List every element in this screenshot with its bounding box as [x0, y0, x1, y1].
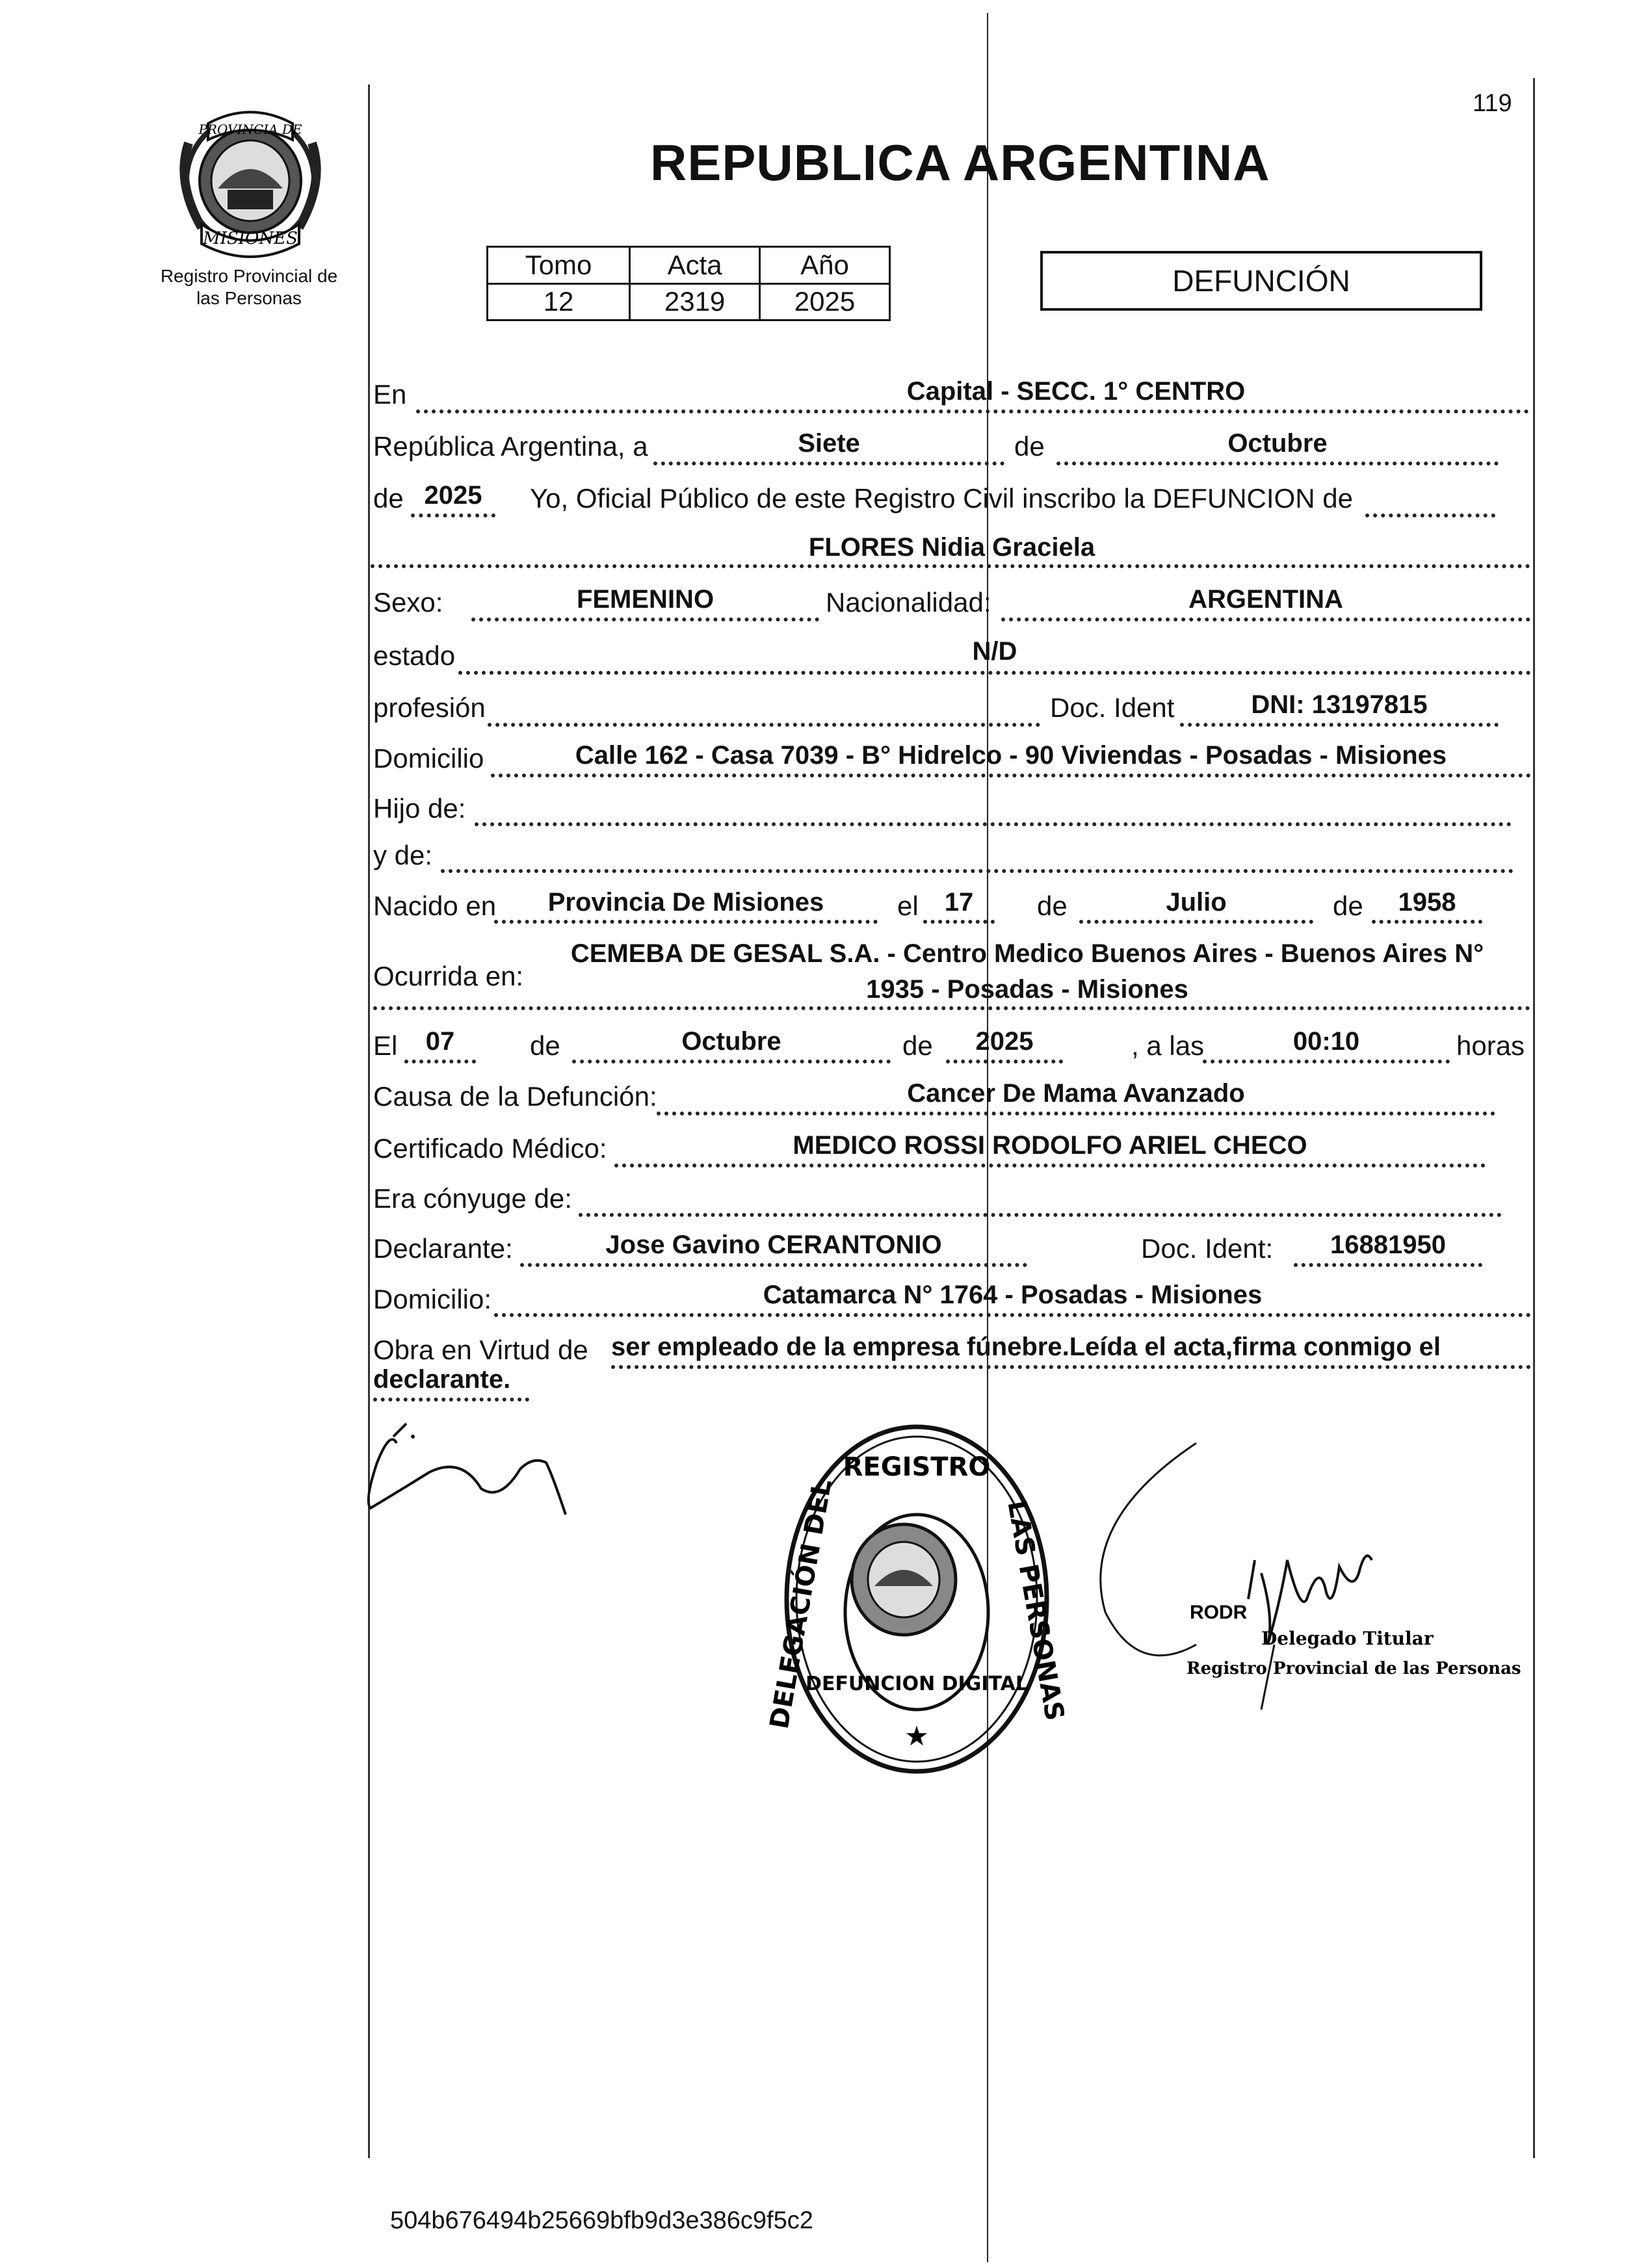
- nacido-dia-value: 17: [944, 888, 974, 917]
- label-estado: estado: [373, 640, 456, 671]
- label-hijo-de: Hijo de:: [373, 793, 466, 824]
- obra-line1: [611, 1365, 1531, 1369]
- doc-value: DNI: 13197815: [1251, 690, 1428, 719]
- def-dia-line: [404, 1060, 476, 1063]
- anio-acta-value: 2025: [424, 481, 482, 510]
- label-doc-ident2: Doc. Ident:: [1141, 1233, 1274, 1264]
- nacido-dia-line: [923, 920, 995, 924]
- official-name: RODR: [1190, 1602, 1248, 1623]
- profesion-line: [488, 723, 1040, 727]
- certificado-value: MEDICO ROSSI RODOLFO ARIEL CHECO: [793, 1131, 1307, 1160]
- label-y-de: y de:: [373, 840, 433, 870]
- label-ocurrida-en: Ocurrida en:: [373, 961, 524, 991]
- domicilio-line: [491, 774, 1531, 777]
- oficial-text: Yo, Oficial Público de este Registro Civil inscribo la DEFUNCION de: [530, 483, 1353, 514]
- def-anio-value: 2025: [975, 1027, 1034, 1056]
- label-certificado: Certificado Médico:: [373, 1133, 607, 1164]
- label-nacionalidad: Nacionalidad:: [826, 587, 991, 618]
- hijo-de-line: [475, 822, 1512, 826]
- label-de-1: de: [1014, 431, 1045, 462]
- country-title: REPUBLICA ARGENTINA: [650, 134, 1270, 191]
- registry-stamp: [764, 1417, 1070, 1781]
- doc-type: DEFUNCIÓN: [1172, 264, 1350, 298]
- official-title: Delegado Titular: [1261, 1628, 1434, 1649]
- ocurrida-line: [373, 1006, 1530, 1010]
- mes-acta-line: [1056, 462, 1499, 465]
- mes-acta-value: Octubre: [1227, 429, 1328, 458]
- svg-text:MISIONES: MISIONES: [203, 229, 298, 248]
- nacido-mes-line: [1079, 920, 1313, 924]
- certificado-line: [614, 1164, 1486, 1167]
- right-margin-line: [1533, 78, 1535, 2158]
- svg-text:REGISTRO: REGISTRO: [843, 1452, 991, 1482]
- ocurrida-line1-value: CEMEBA DE GESAL S.A. - Centro Medico Buenos Aires - Buenos Aires N°: [570, 939, 1484, 968]
- official-agency: Registro Provincial de las Personas: [1187, 1659, 1521, 1678]
- conyuge-line: [579, 1213, 1502, 1217]
- y-de-line: [441, 869, 1514, 873]
- sexo-value: FEMENINO: [576, 585, 715, 614]
- def-hora-value: 00:10: [1292, 1027, 1360, 1056]
- nacido-anio-line: [1372, 920, 1482, 924]
- label-horas: horas: [1456, 1030, 1525, 1061]
- doc-type-box: [1040, 251, 1482, 311]
- agency-label: Registro Provincial de las Personas: [160, 266, 338, 308]
- causa-line: [657, 1112, 1495, 1115]
- svg-text:DEFUNCION DIGITAL: DEFUNCION DIGITAL: [806, 1673, 1028, 1695]
- province-seal-icon: [163, 104, 338, 260]
- def-mes-value: Octubre: [681, 1027, 781, 1056]
- label-de-4: de: [1333, 891, 1363, 921]
- stamp-star: ★: [904, 1720, 929, 1752]
- label-domicilio2: Domicilio:: [373, 1284, 492, 1314]
- page-number: 119: [1473, 90, 1512, 117]
- lugar-value: Capital - SECC. 1° CENTRO: [906, 377, 1246, 406]
- declarante-line: [520, 1263, 1027, 1267]
- label-de-3: de: [1037, 891, 1068, 921]
- tomo-value: 12: [488, 283, 630, 320]
- declarante-value: Jose Gavino CERANTONIO: [605, 1231, 942, 1259]
- oficial-line: [1365, 514, 1495, 517]
- declarante-doc-line: [1294, 1263, 1482, 1267]
- label-republica: República Argentina, a: [373, 431, 648, 462]
- label-en: En: [373, 379, 407, 410]
- lugar-line: [416, 410, 1529, 413]
- anio-value: 2025: [760, 283, 890, 320]
- svg-text:DELEGACIÓN DEL: DELEGACIÓN DEL: [764, 1477, 838, 1732]
- label-nacido-en: Nacido en: [373, 891, 497, 921]
- svg-text:PROVINCIA DE: PROVINCIA DE: [198, 122, 302, 137]
- label-de-6: de: [902, 1030, 933, 1061]
- obra-line1-value: ser empleado de la empresa fúnebre.Leída el acta,firma conmigo el: [611, 1333, 1441, 1361]
- tomo-header: Tomo: [488, 247, 630, 284]
- label-profesion: profesión: [373, 692, 486, 723]
- def-anio-line: [946, 1060, 1063, 1063]
- nacido-lugar-value: Provincia De Misiones: [547, 888, 824, 917]
- acta-header: Acta: [630, 247, 760, 284]
- label-de-2: de: [373, 483, 404, 514]
- label-domicilio: Domicilio: [373, 743, 484, 774]
- nacionalidad-value: ARGENTINA: [1188, 585, 1343, 614]
- official-signature: [1066, 1430, 1521, 1729]
- def-dia-value: 07: [425, 1027, 455, 1056]
- label-obra-en: Obra en Virtud de: [373, 1335, 588, 1365]
- declarant-signature: [358, 1417, 592, 1534]
- svg-text:LAS PERSONAS: LAS PERSONAS: [1001, 1498, 1070, 1723]
- label-doc-ident: Doc. Ident: [1050, 692, 1175, 723]
- label-el: el: [897, 891, 919, 921]
- obra-line2-value: declarante.: [373, 1365, 511, 1394]
- dia-letras-value: Siete: [798, 429, 860, 458]
- nacido-anio-value: 1958: [1398, 888, 1456, 917]
- doc-line: [1180, 723, 1499, 727]
- nacido-lugar-line: [494, 920, 878, 924]
- def-hora-line: [1203, 1060, 1450, 1063]
- nombre-line: [371, 564, 1530, 568]
- declarante-dom-value: Catamarca N° 1764 - Posadas - Misiones: [763, 1281, 1263, 1309]
- nacido-mes-value: Julio: [1166, 888, 1227, 917]
- label-el-cap: El: [373, 1030, 398, 1061]
- domicilio-value: Calle 162 - Casa 7039 - B° Hidrelco - 90 Viviendas - Posadas - Misiones: [575, 741, 1447, 770]
- nombre-value: FLORES Nidia Graciela: [808, 533, 1095, 562]
- declarante-doc-value: 16881950: [1330, 1231, 1446, 1259]
- label-de-5: de: [530, 1030, 560, 1061]
- registry-table: [486, 246, 891, 321]
- label-a-las: , a las: [1131, 1030, 1205, 1061]
- acta-value: 2319: [630, 283, 760, 320]
- ocurrida-line2-value: 1935 - Posadas - Misiones: [866, 975, 1188, 1004]
- obra-line2: [373, 1398, 529, 1401]
- document-hash: 504b676494b25669bfb9d3e386c9f5c2: [390, 2207, 813, 2234]
- anio-header: Año: [760, 247, 890, 284]
- causa-value: Cancer De Mama Avanzado: [907, 1079, 1245, 1108]
- label-causa: Causa de la Defunción:: [373, 1081, 657, 1112]
- label-declarante: Declarante:: [373, 1233, 513, 1264]
- label-sexo: Sexo:: [373, 587, 443, 618]
- estado-line: [458, 671, 1531, 675]
- left-margin-line: [368, 85, 370, 2158]
- nacionalidad-line: [1001, 618, 1530, 621]
- dia-letras-line: [653, 462, 1004, 465]
- estado-value: N/D: [972, 637, 1017, 666]
- sexo-line: [471, 618, 819, 621]
- def-mes-line: [572, 1060, 891, 1063]
- declarante-dom-line: [494, 1313, 1531, 1317]
- anio-acta-line: [411, 514, 495, 517]
- label-conyuge: Era cónyuge de:: [373, 1183, 572, 1214]
